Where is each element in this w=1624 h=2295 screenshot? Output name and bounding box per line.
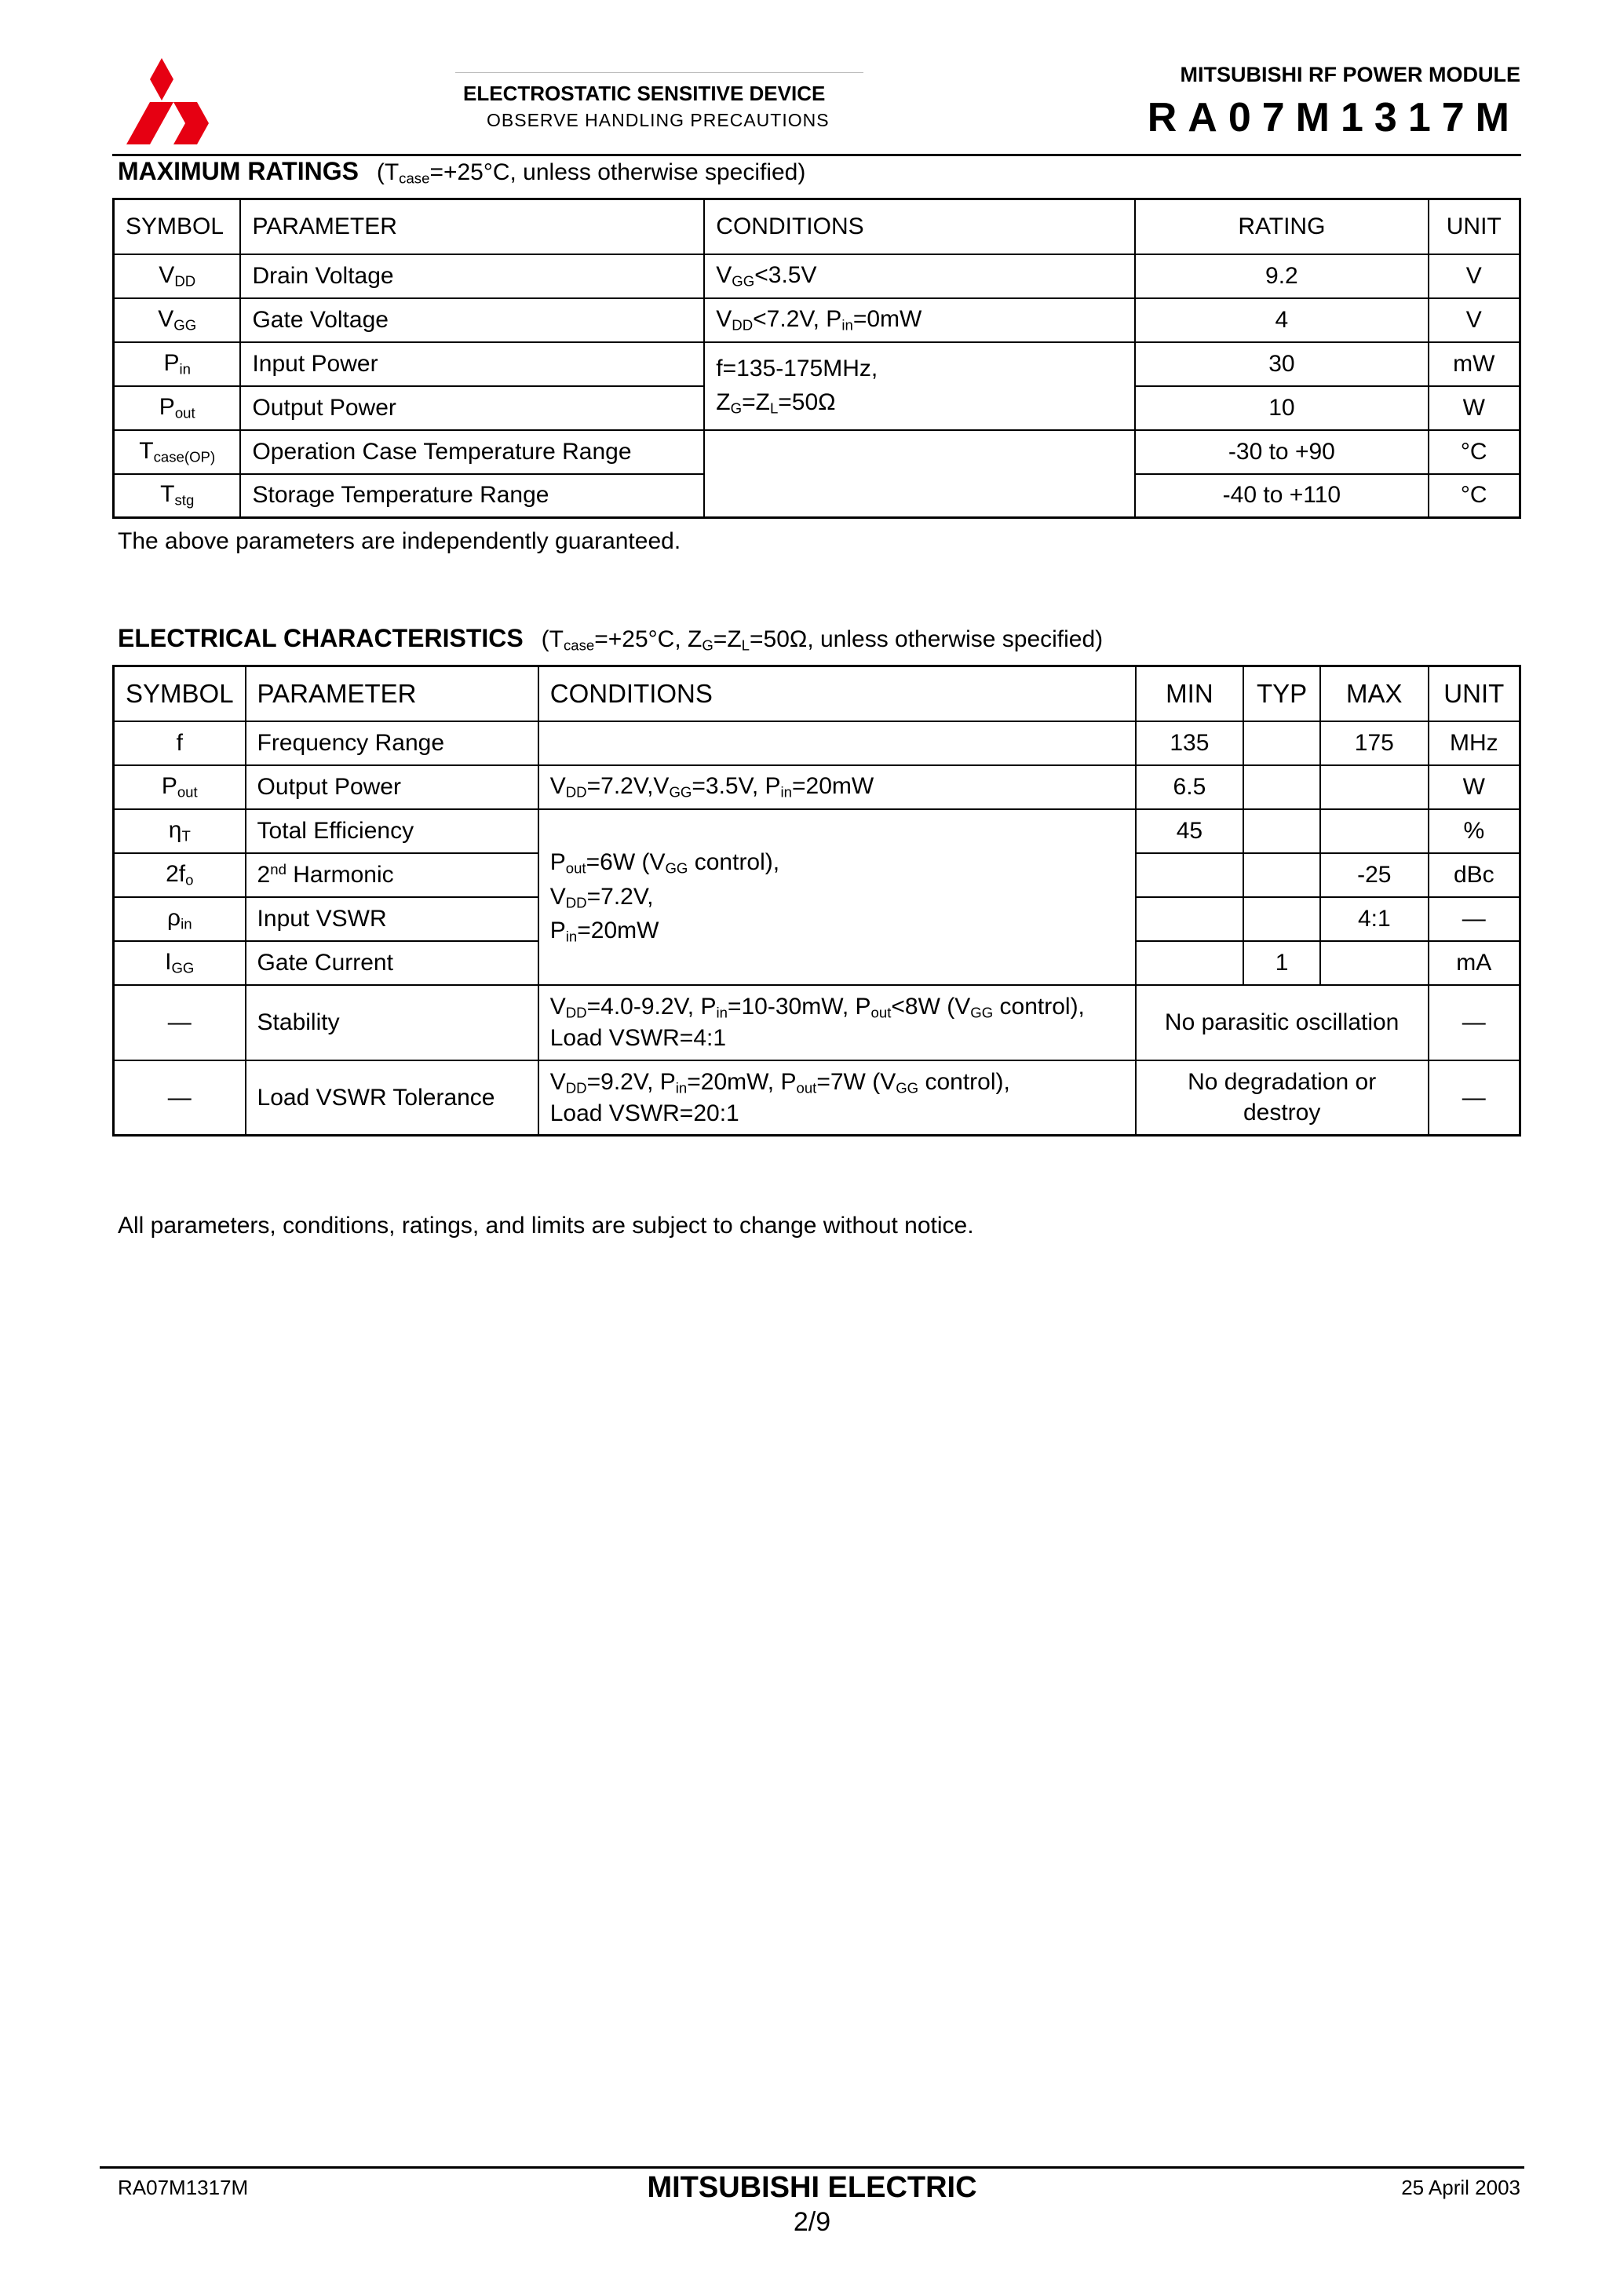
- typ-cell: 1: [1243, 941, 1320, 985]
- column-header: CONDITIONS: [538, 666, 1136, 721]
- max-cell: 4:1: [1320, 897, 1429, 941]
- parameter-cell: Gate Voltage: [240, 298, 704, 342]
- column-header: PARAMETER: [240, 199, 704, 254]
- parameter-cell: Input VSWR: [246, 897, 538, 941]
- header-rule: [112, 154, 1521, 156]
- max-ratings-note: The above parameters are independently guaranteed.: [118, 528, 681, 554]
- conditions-cell: $V_{DD}<7.2V$, $P_{in}=0mW$: [704, 298, 1135, 342]
- footer-rule: [100, 2166, 1524, 2169]
- conditions-cell: $P_{out}=6W$ ($V_{GG}$ control), $V_{DD}=7.2V$, $P_{in}=20mW$: [538, 809, 1136, 985]
- column-header: RATING: [1135, 199, 1428, 254]
- typ-cell: [1243, 897, 1320, 941]
- unit-cell: °C: [1429, 474, 1520, 518]
- esd-title: ELECTROSTATIC SENSITIVE DEVICE: [463, 82, 826, 105]
- table-header-row: [114, 666, 1520, 721]
- table-row: [114, 298, 1520, 342]
- max-cell: [1320, 809, 1429, 853]
- parameter-cell: Gate Current: [246, 941, 538, 985]
- cond-post: =+25°C, unless otherwise specified): [429, 159, 806, 185]
- elec-chars-condition: ($T_{case}=+25^\circ C$, $Z_G=Z_L=50\Omega$, unless otherwise specified): [541, 626, 1104, 654]
- symbol-cell: $V_{DD}$: [114, 254, 241, 298]
- typ-cell: [1243, 765, 1320, 809]
- parameter-cell: Output Power: [246, 765, 538, 809]
- unit-cell: mW: [1429, 342, 1520, 386]
- rating-cell: 10: [1135, 386, 1428, 430]
- rating-cell: -40 to +110: [1135, 474, 1428, 518]
- unit-cell: —: [1429, 1060, 1520, 1136]
- parameter-cell: Drain Voltage: [240, 254, 704, 298]
- symbol-cell: $V_{GG}$: [114, 298, 241, 342]
- table-row: [114, 430, 1520, 474]
- cond-sub: case: [399, 170, 430, 187]
- footer-company: MITSUBISHI ELECTRIC: [647, 2171, 977, 2204]
- table-row: [114, 254, 1520, 298]
- max-cell: -25: [1320, 853, 1429, 897]
- column-header: PARAMETER: [246, 666, 538, 721]
- rating-cell: 30: [1135, 342, 1428, 386]
- conditions-cell: [704, 430, 1135, 518]
- conditions-cell: f=135-175MHz, $Z_G=Z_L=50\Omega$: [704, 342, 1135, 430]
- conditions-cell: $V_{DD}=7.2V,V_{GG}=3.5V$, $P_{in}=20mW$: [538, 765, 1136, 809]
- elec-chars-title: ELECTRICAL CHARACTERISTICS: [118, 624, 524, 652]
- conditions-cell: $V_{DD}=4.0-9.2V$, $P_{in}=10-30mW$, $P_{out}<8W$ ($V_{GG}$ control), Load VSWR=4:1: [538, 985, 1136, 1060]
- unit-cell: °C: [1429, 430, 1520, 474]
- result-cell: No degradation or destroy: [1136, 1060, 1429, 1136]
- column-header: MIN: [1136, 666, 1243, 721]
- conditions-cell: [538, 721, 1136, 765]
- symbol-cell: $\eta_T$: [114, 809, 246, 853]
- table-row: [114, 342, 1520, 386]
- change-notice: All parameters, conditions, ratings, and limits are subject to change without notice.: [118, 1213, 974, 1239]
- typ-cell: [1243, 721, 1320, 765]
- rating-cell: 9.2: [1135, 254, 1428, 298]
- symbol-cell: $\rho_{in}$: [114, 897, 246, 941]
- unit-cell: V: [1429, 298, 1520, 342]
- unit-cell: —: [1429, 897, 1520, 941]
- conditions-cell: $V_{DD}=9.2V$, $P_{in}=20mW$, $P_{out}=7W$ ($V_{GG}$ control), Load VSWR=20:1: [538, 1060, 1136, 1136]
- unit-cell: MHz: [1429, 721, 1520, 765]
- table-row: [114, 985, 1520, 1060]
- column-header: CONDITIONS: [704, 199, 1135, 254]
- max-cell: [1320, 765, 1429, 809]
- footer-part-number: RA07M1317M: [118, 2176, 249, 2199]
- min-cell: [1136, 853, 1243, 897]
- symbol-cell: $2f_o$: [114, 853, 246, 897]
- unit-cell: dBc: [1429, 853, 1520, 897]
- symbol-cell: $T_{case(OP)}$: [114, 430, 241, 474]
- unit-cell: V: [1429, 254, 1520, 298]
- max-ratings-title: MAXIMUM RATINGS: [118, 157, 359, 185]
- elec-chars-heading: [118, 624, 1103, 655]
- min-cell: 6.5: [1136, 765, 1243, 809]
- elec-chars-table: [112, 665, 1521, 1137]
- max-ratings-condition: [377, 159, 806, 185]
- conditions-cell: $V_{GG}<3.5V$: [704, 254, 1135, 298]
- symbol-cell: $P_{in}$: [114, 342, 241, 386]
- typ-cell: [1243, 809, 1320, 853]
- symbol-cell: —: [114, 1060, 246, 1136]
- table-row: [114, 1060, 1520, 1136]
- symbol-cell: $I_{GG}$: [114, 941, 246, 985]
- unit-cell: W: [1429, 386, 1520, 430]
- parameter-cell: Input Power: [240, 342, 704, 386]
- parameter-cell: Total Efficiency: [246, 809, 538, 853]
- min-cell: 45: [1136, 809, 1243, 853]
- unit-cell: %: [1429, 809, 1520, 853]
- result-cell: No parasitic oscillation: [1136, 985, 1429, 1060]
- column-header: SYMBOL: [114, 666, 246, 721]
- parameter-cell: Storage Temperature Range: [240, 474, 704, 518]
- column-header: UNIT: [1429, 199, 1520, 254]
- max-cell: 175: [1320, 721, 1429, 765]
- page-number: 2/9: [793, 2207, 831, 2237]
- unit-cell: W: [1429, 765, 1520, 809]
- cond-pre: (T: [376, 159, 400, 185]
- symbol-cell: —: [114, 985, 246, 1060]
- parameter-cell: Frequency Range: [246, 721, 538, 765]
- part-number: RA07M1317M: [1147, 95, 1520, 140]
- unit-cell: —: [1429, 985, 1520, 1060]
- min-cell: [1136, 897, 1243, 941]
- parameter-cell: Operation Case Temperature Range: [240, 430, 704, 474]
- symbol-cell: $T_{stg}$: [114, 474, 241, 518]
- parameter-cell: 2nd Harmonic: [246, 853, 538, 897]
- symbol-cell: $P_{out}$: [114, 386, 241, 430]
- min-cell: 135: [1136, 721, 1243, 765]
- max-ratings-table: [112, 198, 1521, 519]
- parameter-cell: Load VSWR Tolerance: [246, 1060, 538, 1136]
- unit-cell: mA: [1429, 941, 1520, 985]
- rating-cell: 4: [1135, 298, 1428, 342]
- max-ratings-heading: [118, 157, 805, 188]
- parameter-cell: Stability: [246, 985, 538, 1060]
- brand-line: MITSUBISHI RF POWER MODULE: [1180, 63, 1520, 86]
- column-header: TYP: [1243, 666, 1320, 721]
- table-row: [114, 765, 1520, 809]
- table-header-row: [114, 199, 1520, 254]
- parameter-cell: Output Power: [240, 386, 704, 430]
- max-cell: [1320, 941, 1429, 985]
- min-cell: [1136, 941, 1243, 985]
- table-row: [114, 721, 1520, 765]
- column-header: UNIT: [1429, 666, 1520, 721]
- mitsubishi-logo-icon: [112, 58, 211, 144]
- column-header: MAX: [1320, 666, 1429, 721]
- footer-date: 25 April 2003: [1401, 2176, 1520, 2199]
- column-header: SYMBOL: [114, 199, 241, 254]
- symbol-cell: $P_{out}$: [114, 765, 246, 809]
- esd-subtitle: OBSERVE HANDLING PRECAUTIONS: [487, 110, 830, 130]
- rating-cell: -30 to +90: [1135, 430, 1428, 474]
- table-row: [114, 809, 1520, 853]
- typ-cell: [1243, 853, 1320, 897]
- esd-divider: [455, 72, 863, 73]
- symbol-cell: f: [114, 721, 246, 765]
